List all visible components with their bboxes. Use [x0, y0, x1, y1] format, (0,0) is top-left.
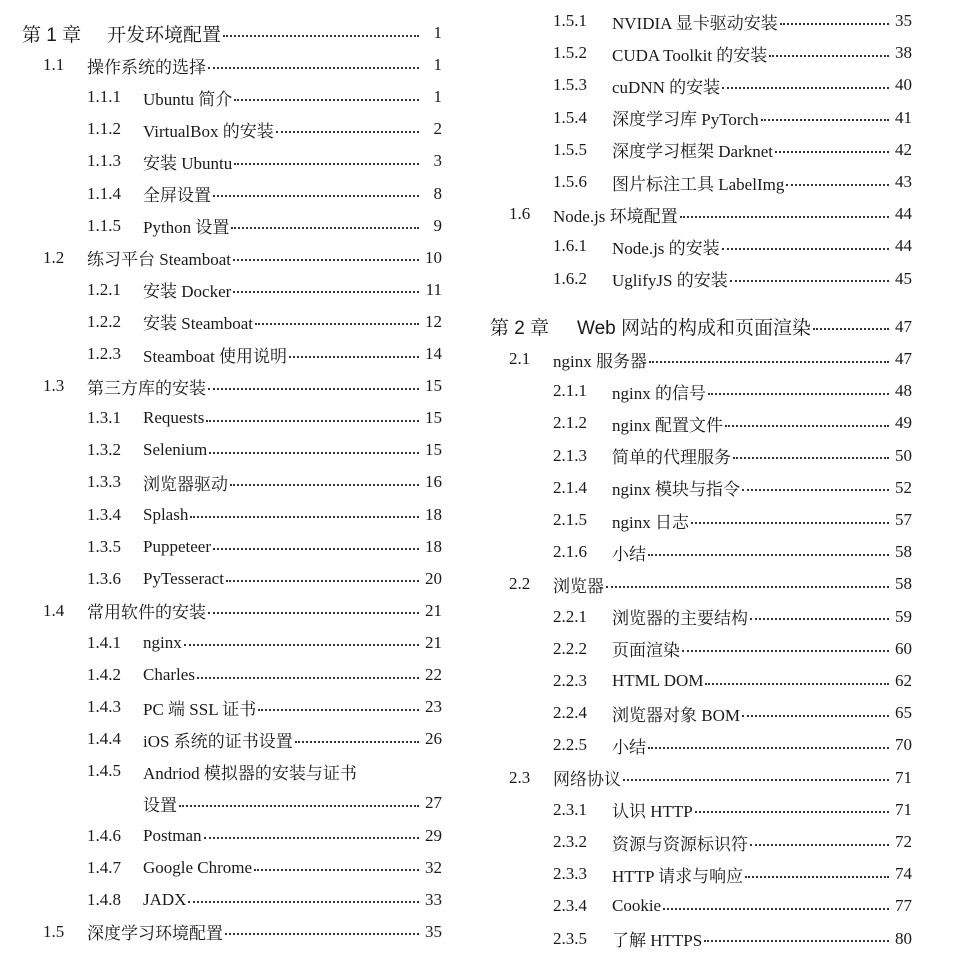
toc-entry-number: 1.2.3 — [87, 344, 121, 363]
toc-entry[interactable] — [490, 263, 912, 295]
toc-entry-title: Ubuntu 简介 — [143, 89, 233, 109]
toc-entry-page: 23 — [425, 697, 442, 717]
dot-leader — [680, 215, 889, 218]
toc-entry-number: 1.3 — [43, 376, 65, 396]
toc-entry-page: 65 — [895, 703, 912, 723]
toc-entry-number: 2.3.5 — [553, 928, 587, 948]
toc-entry[interactable] — [490, 198, 912, 230]
toc-entry-title: Charles — [143, 665, 195, 684]
toc-entry-page: 43 — [895, 172, 912, 191]
dot-leader — [208, 387, 419, 390]
toc-entry-title: Cookie — [612, 896, 662, 916]
toc-entry[interactable] — [490, 890, 912, 922]
toc-entry[interactable] — [490, 923, 912, 955]
dot-leader — [775, 150, 889, 153]
toc-entry-title: JADX — [143, 889, 187, 909]
toc-entry[interactable] — [22, 723, 442, 755]
toc-entry[interactable] — [22, 210, 442, 242]
dot-leader — [769, 54, 889, 57]
toc-entry-title: NVIDIA 显卡驱动安装 — [612, 13, 778, 33]
toc-entry[interactable] — [490, 504, 912, 536]
toc-entry-page: 47 — [895, 349, 912, 368]
dot-leader — [258, 708, 419, 711]
toc-entry[interactable] — [22, 916, 442, 948]
toc-entry-number: 2.3.2 — [553, 832, 587, 851]
toc-entry-page: 29 — [425, 825, 442, 845]
toc-entry-number: 2.2.1 — [553, 606, 587, 626]
toc-entry-title: Postman — [143, 825, 202, 845]
toc-entry-page: 41 — [895, 107, 912, 127]
dot-leader — [750, 617, 889, 620]
toc-entry-number: 2.2.3 — [553, 671, 587, 690]
toc-entry[interactable] — [22, 595, 442, 627]
toc-entry-number: 1.5.3 — [553, 75, 587, 95]
toc-entry-title: iOS 系统的证书设置 — [143, 731, 293, 751]
dot-leader — [682, 649, 889, 652]
dot-leader — [179, 804, 419, 807]
toc-entry-number: 1.5.4 — [553, 107, 587, 127]
toc-entry[interactable] — [22, 659, 442, 691]
dot-leader — [190, 515, 419, 518]
toc-entry-title: Python 设置 — [143, 218, 230, 238]
toc-entry[interactable] — [22, 178, 442, 210]
toc-entry-title: 认识 HTTP — [612, 802, 693, 822]
dot-leader — [295, 740, 419, 743]
toc-entry[interactable] — [490, 37, 912, 69]
toc-entry[interactable] — [490, 858, 912, 890]
toc-entry-title: Google Chrome — [143, 857, 253, 877]
toc-entry[interactable] — [22, 755, 442, 787]
toc-entry-number: 1.3.2 — [87, 440, 121, 460]
toc-entry[interactable] — [490, 407, 912, 439]
dot-leader — [813, 327, 889, 330]
toc-entry-title: 安装 Docker — [143, 282, 232, 302]
toc-entry-title: 小结 — [612, 737, 646, 757]
toc-entry[interactable] — [490, 794, 912, 826]
toc-entry-number: 1.4.7 — [87, 857, 121, 877]
toc-entry-title: 设置 — [143, 795, 177, 815]
toc-entry[interactable] — [490, 166, 912, 198]
toc-entry-page: 11 — [425, 279, 442, 299]
toc-entry-number: 2.2.4 — [553, 703, 587, 723]
toc-entry-title: nginx 的信号 — [612, 383, 706, 403]
toc-entry-page: 49 — [895, 413, 912, 433]
dot-leader — [722, 86, 889, 89]
toc-entry[interactable] — [22, 884, 442, 916]
toc-entry-number: 1.5.5 — [553, 139, 587, 159]
toc-entry[interactable] — [490, 69, 912, 101]
toc-entry-page: 21 — [425, 600, 442, 620]
toc-entry[interactable] — [490, 568, 912, 600]
dot-leader — [705, 682, 889, 685]
toc-entry-page: 71 — [895, 767, 912, 787]
toc-entry-title: PyTesseract — [143, 568, 224, 588]
toc-entry-page: 35 — [895, 11, 912, 30]
toc-entry[interactable] — [490, 343, 912, 375]
toc-entry[interactable] — [490, 230, 912, 262]
dot-leader — [742, 488, 889, 491]
toc-entry-page: 18 — [425, 536, 442, 556]
toc-entry-number: 1.5.2 — [553, 43, 587, 63]
dot-leader — [606, 585, 889, 588]
dot-leader — [691, 521, 889, 524]
toc-entry[interactable] — [490, 5, 912, 37]
dot-leader — [780, 22, 889, 25]
toc-entry[interactable] — [490, 440, 912, 472]
dot-leader — [209, 451, 419, 454]
toc-entry-title: 简单的代理服务 — [612, 448, 731, 468]
toc-entry-page: 58 — [895, 574, 912, 594]
toc-entry-page: 14 — [425, 344, 442, 363]
toc-entry[interactable] — [22, 402, 442, 434]
dot-leader — [197, 676, 419, 679]
dot-leader — [276, 130, 419, 133]
toc-entry-page: 48 — [895, 381, 912, 401]
toc-entry-number: 2.2.2 — [553, 638, 587, 658]
toc-entry-title: 安装 Steamboat — [143, 314, 254, 334]
toc-entry-number: 2.1.2 — [553, 413, 587, 433]
toc-entry-page: 52 — [895, 477, 912, 497]
toc-entry-page: 27 — [425, 793, 442, 813]
toc-entry-title: 全屏设置 — [143, 186, 211, 205]
toc-entry-page: 8 — [433, 183, 442, 203]
toc-entry-number: 1.3.6 — [87, 568, 121, 588]
toc-entry-page: 26 — [425, 729, 442, 749]
toc-entry-page: 40 — [895, 75, 912, 95]
toc-entry-page: 80 — [895, 928, 912, 948]
toc-entry-number: 2.1.6 — [553, 542, 587, 562]
toc-entry-number: 1.6.2 — [553, 268, 587, 288]
toc-entry-number: 2.3.4 — [553, 896, 587, 916]
toc-entry[interactable] — [22, 434, 442, 466]
toc-entry-title: cuDNN 的安装 — [612, 77, 721, 97]
toc-entry-title: 网络协议 — [553, 770, 621, 790]
toc-entry[interactable] — [490, 134, 912, 166]
toc-entry-title: nginx 配置文件 — [612, 415, 723, 435]
dot-leader — [704, 939, 889, 942]
toc-entry-page: 20 — [425, 568, 442, 588]
toc-entry-number: 1.2.1 — [87, 279, 121, 299]
toc-entry-title: nginx — [143, 632, 182, 652]
toc-entry-page: 1 — [433, 87, 442, 107]
toc-entry[interactable] — [22, 49, 442, 81]
toc-entry-number: 1.4.2 — [87, 665, 121, 684]
toc-entry-title: 深度学习库 PyTorch — [612, 110, 759, 130]
toc-entry-title: 第三方库的安装 — [87, 378, 206, 398]
toc-entry[interactable] — [490, 472, 912, 504]
dot-leader — [648, 746, 889, 749]
toc-entry-title: 安装 Ubuntu — [143, 153, 233, 173]
dot-leader — [255, 322, 419, 325]
dot-leader — [206, 419, 419, 422]
toc-entry-number: 1.1.4 — [87, 183, 121, 203]
toc-entry[interactable] — [22, 81, 442, 113]
dot-leader — [648, 553, 889, 556]
dot-leader — [225, 932, 419, 935]
toc-entry-title: Andriod 模拟器的安装与证书 — [143, 763, 357, 783]
toc-entry-page: 18 — [425, 504, 442, 524]
toc-entry-page: 45 — [895, 268, 912, 288]
toc-entry-page: 15 — [425, 376, 442, 396]
toc-entry-title: 开发环境配置 — [107, 24, 222, 46]
dot-leader — [695, 810, 889, 813]
toc-entry[interactable] — [490, 697, 912, 729]
toc-entry-number: 1.3.4 — [87, 504, 121, 524]
toc-entry-number: 1.1.5 — [87, 215, 121, 235]
toc-entry[interactable] — [22, 627, 442, 659]
toc-entry-page: 16 — [425, 472, 442, 492]
toc-entry-page: 2 — [433, 119, 442, 139]
toc-entry-page: 44 — [895, 204, 912, 224]
toc-entry[interactable] — [22, 852, 442, 884]
toc-entry-title: 图片标注工具 LabelImg — [612, 174, 785, 194]
toc-entry[interactable] — [22, 466, 442, 498]
toc-entry-number: 1.4.5 — [87, 761, 121, 781]
toc-entry-number: 1.1.3 — [87, 151, 121, 171]
dot-leader — [786, 183, 889, 186]
toc-entry-title: VirtualBox 的安装 — [143, 121, 274, 141]
toc-entry-number: 1.4.6 — [87, 825, 121, 845]
toc-entry-title: 练习平台 Steamboat — [87, 250, 232, 270]
toc-entry[interactable] — [22, 691, 442, 723]
dot-leader — [234, 98, 419, 101]
toc-entry[interactable] — [22, 370, 442, 402]
toc-entry-page: 38 — [895, 43, 912, 63]
toc-entry-page: 47 — [895, 316, 912, 336]
toc-entry-title: 深度学习环境配置 — [87, 924, 223, 944]
toc-entry-number: 1.4.8 — [87, 889, 121, 909]
toc-entry-title: 页面渲染 — [612, 641, 680, 661]
toc-entry-page: 9 — [433, 215, 442, 235]
toc-entry-title: HTTP 请求与响应 — [612, 866, 744, 886]
toc-entry[interactable] — [490, 826, 912, 858]
dot-leader — [230, 483, 419, 486]
dot-leader — [213, 194, 419, 197]
toc-entry-number: 1.6 — [509, 204, 531, 224]
toc-entry-title: Puppeteer — [143, 536, 211, 556]
toc-entry[interactable] — [490, 601, 912, 633]
dot-leader — [233, 258, 419, 261]
toc-entry-page: 62 — [895, 671, 912, 690]
toc-entry-number: 2.3.3 — [553, 864, 587, 884]
toc-entry-number: 2.1.3 — [553, 445, 587, 465]
toc-entry-page: 15 — [425, 440, 442, 460]
toc-entry[interactable] — [22, 145, 442, 177]
dot-leader — [188, 900, 419, 903]
toc-entry[interactable] — [22, 531, 442, 563]
toc-entry-page: 1 — [433, 55, 442, 75]
toc-entry-number: 2.1.4 — [553, 477, 587, 497]
toc-entry-number: 2.1.1 — [553, 381, 587, 401]
dot-leader — [223, 34, 419, 37]
toc-chapter-entry[interactable] — [490, 311, 912, 343]
toc-entry[interactable] — [22, 113, 442, 145]
toc-entry-page: 1 — [433, 23, 442, 42]
dot-leader — [649, 360, 889, 363]
toc-entry-number: 1.3.5 — [87, 536, 121, 556]
toc-entry-title: CUDA Toolkit 的安装 — [612, 45, 768, 65]
toc-entry[interactable] — [490, 729, 912, 761]
toc-entry-number: 1.5.1 — [553, 11, 587, 30]
toc-entry-title: Selenium — [143, 440, 208, 460]
toc-entry-page: 33 — [425, 889, 442, 909]
toc-entry-title: 常用软件的安装 — [87, 603, 206, 623]
toc-entry-number: 1.1 — [43, 55, 65, 75]
toc-entry-number: 2.1 — [509, 349, 531, 368]
toc-entry-page: 21 — [425, 632, 442, 652]
dot-leader — [184, 643, 419, 646]
toc-entry-page: 77 — [895, 896, 912, 916]
toc-entry-page: 10 — [425, 247, 442, 267]
toc-entry-number: 第 2 章 — [490, 318, 550, 340]
toc-entry-title: Steamboat 使用说明 — [143, 346, 288, 366]
toc-entry-number: 2.3.1 — [553, 799, 587, 819]
dot-leader — [663, 907, 889, 910]
toc-entry-page: 58 — [895, 542, 912, 562]
toc-entry-title: 了解 HTTPS — [612, 931, 703, 951]
toc-entry-page: 42 — [895, 139, 912, 159]
toc-entry-number: 1.6.1 — [553, 236, 587, 256]
toc-entry[interactable] — [22, 242, 442, 274]
toc-entry[interactable] — [22, 306, 442, 338]
toc-entry-page: 50 — [895, 445, 912, 465]
toc-entry-title: 浏览器对象 BOM — [612, 705, 740, 725]
toc-entry-number: 2.1.5 — [553, 510, 587, 529]
toc-entry-title: 浏览器的主要结构 — [612, 609, 748, 629]
toc-entry[interactable] — [22, 820, 442, 852]
toc-entry[interactable] — [22, 499, 442, 531]
dot-leader — [226, 579, 419, 582]
toc-entry-page: 44 — [895, 236, 912, 256]
dot-leader — [234, 162, 419, 165]
toc-entry-title: 深度学习框架 Darknet — [612, 142, 774, 162]
toc-entry-number: 1.2.2 — [87, 311, 121, 331]
toc-entry-title: 浏览器 — [553, 576, 604, 596]
toc-entry-title: HTML DOM — [612, 671, 704, 690]
toc-entry[interactable] — [22, 274, 442, 306]
toc-entry-title: UglifyJS 的安装 — [612, 271, 728, 291]
toc-entry-title: PC 端 SSL 证书 — [143, 699, 257, 719]
dot-leader — [745, 875, 889, 878]
dot-leader — [733, 456, 889, 459]
toc-entry[interactable] — [490, 633, 912, 665]
toc-entry-number: 1.1.2 — [87, 119, 121, 139]
dot-leader — [289, 355, 419, 358]
toc-entry-page: 70 — [895, 735, 912, 755]
toc-entry-title: Requests — [143, 408, 205, 428]
toc-entry-title: Splash — [143, 504, 189, 524]
toc-entry-page: 74 — [895, 864, 912, 884]
toc-entry-number: 1.5.6 — [553, 172, 587, 191]
toc-entry-page: 60 — [895, 638, 912, 658]
dot-leader — [254, 868, 419, 871]
toc-entry-number: 2.2.5 — [553, 735, 587, 755]
dot-leader — [708, 392, 889, 395]
dot-leader — [213, 547, 419, 550]
toc-entry-number: 2.2 — [509, 574, 531, 594]
dot-leader — [204, 836, 419, 839]
toc-entry[interactable] — [490, 375, 912, 407]
toc-entry-number: 1.4.1 — [87, 632, 121, 652]
toc-entry-page: 3 — [433, 151, 442, 171]
dot-leader — [722, 247, 889, 250]
toc-entry[interactable] — [490, 762, 912, 794]
toc-entry-title: Node.js 的安装 — [612, 238, 720, 258]
toc-entry-number: 2.3 — [509, 767, 531, 787]
dot-leader — [208, 611, 419, 614]
toc-entry-title: Web 网站的构成和页面渲染 — [577, 318, 812, 340]
toc-entry-number: 1.4.3 — [87, 697, 121, 717]
toc-entry-number: 1.1.1 — [87, 87, 121, 107]
toc-entry-title: nginx 服务器 — [553, 351, 647, 371]
toc-entry-title: 小结 — [612, 544, 646, 564]
toc-entry-page: 59 — [895, 606, 912, 626]
toc-entry-page: 35 — [425, 921, 442, 941]
toc-entry-page: 15 — [425, 408, 442, 428]
toc-entry[interactable] — [490, 536, 912, 568]
dot-leader — [742, 714, 889, 717]
toc-entry-title: Node.js 环境配置 — [553, 206, 678, 226]
toc-entry-title: nginx 日志 — [612, 512, 689, 532]
dot-leader — [231, 226, 419, 229]
toc-entry-title: 浏览器驱动 — [143, 474, 228, 494]
toc-entry-title: 操作系统的选择 — [87, 57, 206, 77]
toc-entry-page: 22 — [425, 665, 442, 684]
toc-entry[interactable] — [22, 563, 442, 595]
toc-entry[interactable] — [22, 338, 442, 370]
dot-leader — [725, 424, 889, 427]
toc-entry-title: nginx 模块与指令 — [612, 480, 740, 500]
toc-entry[interactable] — [490, 102, 912, 134]
dot-leader — [761, 118, 889, 121]
toc-entry-page: 57 — [895, 510, 912, 529]
toc-entry-page: 32 — [425, 857, 442, 877]
dot-leader — [208, 66, 419, 69]
toc-entry[interactable] — [22, 787, 442, 819]
toc-entry[interactable] — [490, 665, 912, 697]
toc-entry-number: 1.3.1 — [87, 408, 121, 428]
toc-entry-number: 1.2 — [43, 247, 65, 267]
toc-entry-number: 1.3.3 — [87, 472, 121, 492]
toc-entry-page: 12 — [425, 311, 442, 331]
toc-entry-number: 第 1 章 — [22, 24, 82, 46]
toc-entry-page: 72 — [895, 832, 912, 851]
dot-leader — [623, 778, 889, 781]
toc-entry-number: 1.4.4 — [87, 729, 121, 749]
toc-entry-number: 1.4 — [43, 600, 65, 620]
dot-leader — [730, 279, 889, 282]
toc-entry-title: 资源与资源标识符 — [612, 834, 748, 854]
dot-leader — [233, 290, 419, 293]
dot-leader — [750, 843, 889, 846]
toc-chapter-entry[interactable] — [22, 17, 442, 49]
toc-entry-page: 71 — [895, 799, 912, 819]
toc-entry-number: 1.5 — [43, 921, 65, 941]
